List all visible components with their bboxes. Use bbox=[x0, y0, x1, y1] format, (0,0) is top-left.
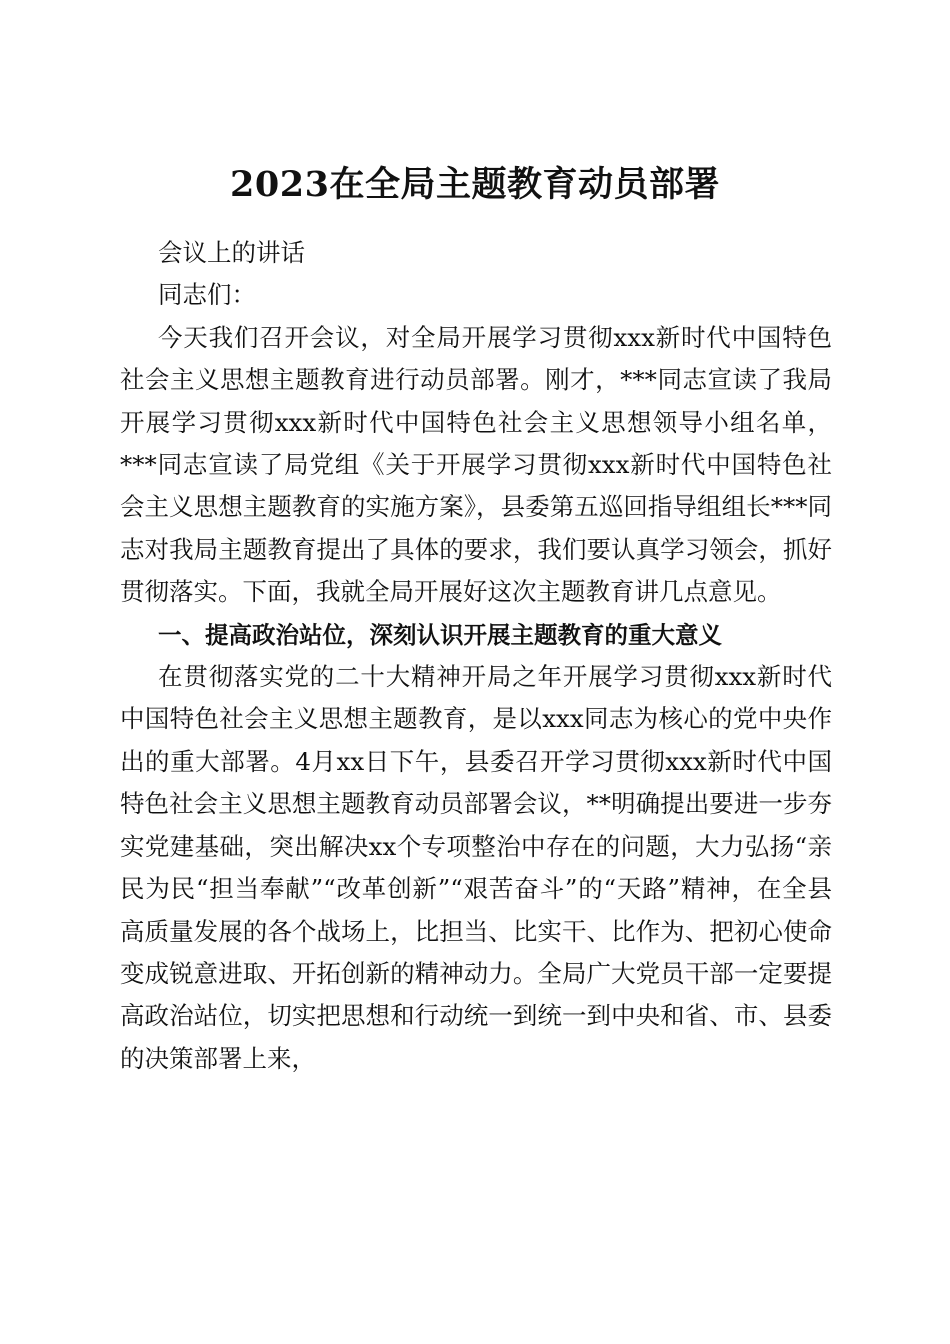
document-body bbox=[120, 232, 832, 1080]
section-heading-1: 一、提高政治站位，深刻认识开展主题教育的重大意义 bbox=[158, 620, 722, 649]
document-title: 2023在全局主题教育动员部署 bbox=[230, 164, 720, 206]
intro-paragraph: 今天我们召开会议，对全局开展学习贯彻xxx新时代中国特色社会主义思想主题教育进行动员部署。刚才，***同志宣读了我局开展学习贯彻xxx新时代中国特色社会主义思想领导小组名单，***同志宣读了局党组《关于开展学习贯彻xxx新时代中国特色社会主义思想主题教育的实施方案》，县委第五巡回指导组组长***同志对我局主题教育提出了具体的要求，我们要认真学习领会，抓好贯彻落实。下面，我就全局开展好这次主题教育讲几点意见。 bbox=[120, 322, 832, 607]
salutation: 同志们： bbox=[158, 280, 256, 310]
subtitle-line: 会议上的讲话 bbox=[158, 238, 305, 267]
section-1-paragraph: 在贯彻落实党的二十大精神开局之年开展学习贯彻xxx新时代中国特色社会主义思想主题教育，是以xxx同志为核心的党中央作出的重大部署。4月xx日下午，县委召开学习贯彻xxx新时代中国特色社会主义思想主题教育动员部署会议，**明确提出要进一步夯实党建基础，突出解决xx个专项整治中存在的问题，大力弘扬“亲民为民“担当奉献”“改革创新”“艰苦奋斗”的“天路”精神，在全县高质量发展的各个战场上，比担当、比实干、比作为、把初心使命变成锐意进取、开拓创新的精神动力。全局广大党员干部一定要提高政治站位，切实把思想和行动统一到统一到中央和省、市、县委的决策部署上来， bbox=[120, 662, 832, 1073]
